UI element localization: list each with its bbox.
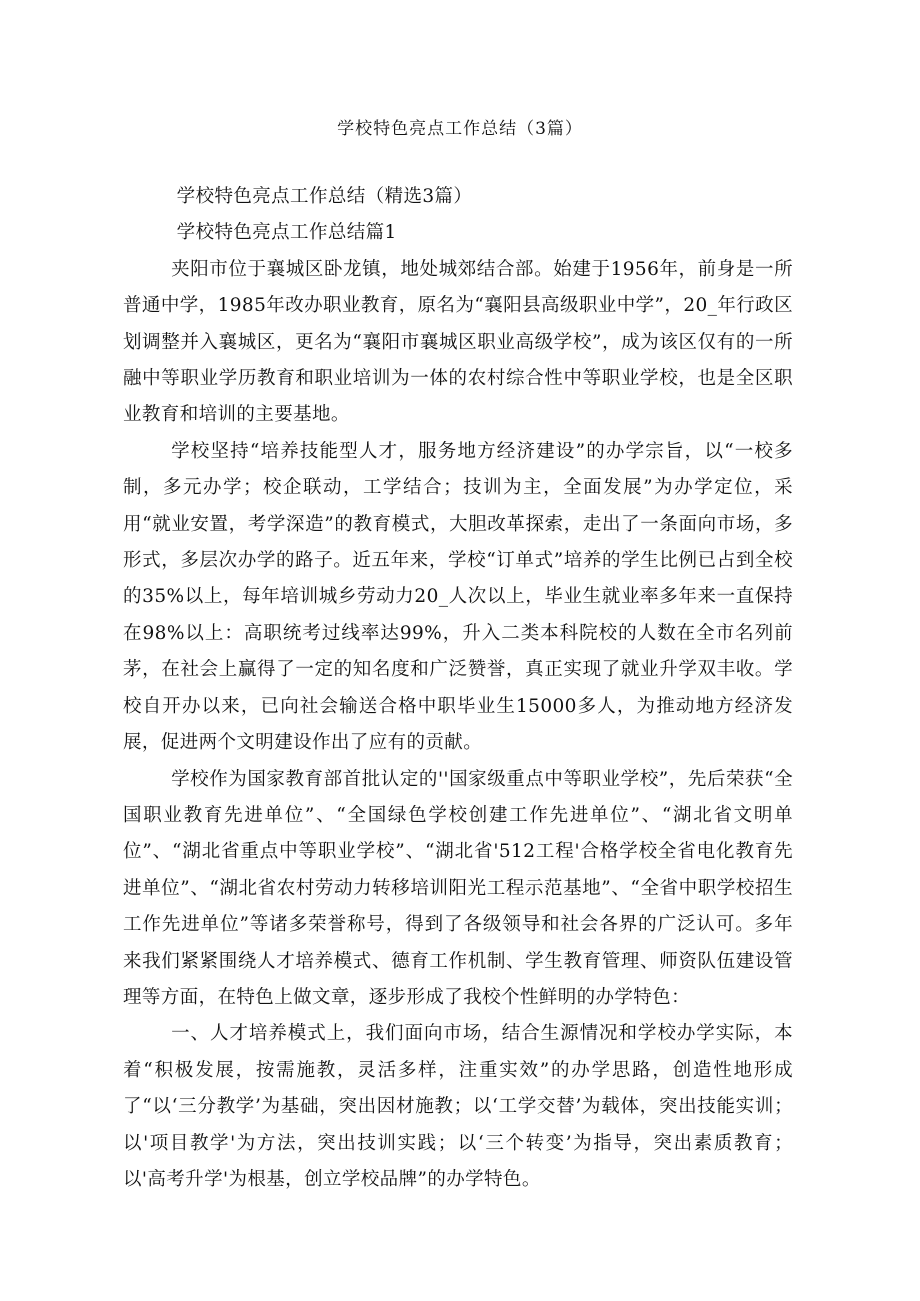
paragraph-intro: 夹阳市位于襄城区卧龙镇，地处城郊结合部。始建于1956年，前身是一所普通中学，1985年改办职业教育，原名为“襄阳县高级职业中学”，20_年行政区划调整并入襄城区，更名为“襄阳市襄城区职业高级学校”，成为该区仅有的一所融中等职业学历教育和职业培训为一体的农村综合性中等职业学校，也是全区职业教育和培训的主要基地。 — [123, 258, 793, 426]
paragraph-honors: 学校作为国家教育部首批认定的''国家级重点中等职业学校”，先后荣获“全国职业教育先进单位”、“全国绿色学校创建工作先进单位”、“湖北省文明单位”、“湖北省重点中等职业学校”、“湖北省'512工程'合格学校全省电化教育先进单位”、“湖北省农村劳动力转移培训阳光工程示范基地”、“全省中职学校招生工作先进单位”等诸多荣誉称号，得到了各级领导和社会各界的广泛认可。多年来我们紧紧围绕人才培养模式、德育工作机制、学生教育管理、师资队伍建设管理等方面，在特色上做文章，逐步形成了我校个性鲜明的办学特色： — [123, 768, 793, 1008]
paragraph-mission: 学校坚持“培养技能型人才，服务地方经济建设”的办学宗旨，以“一校多制，多元办学；校企联动，工学结合；技训为主，全面发展”为办学定位，采用“就业安置，考学深造”的教育模式，大胆改革探索，走出了一条面向市场，多形式，多层次办学的路子。近五年来，学校“订单式”培养的学生比例已占到全校的35%以上，每年培训城乡劳动力20_人次以上，毕业生就业率多年来一直保持在98%以上：高职统考过线率达99%，升入二类本科院校的人数在全市名列前茅，在社会上赢得了一定的知名度和广泛赞誉，真正实现了就业升学双丰收。学校自开办以来，已向社会输送合格中职毕业生15000多人，为推动地方经济发展，促进两个文明建设作出了应有的贡献。 — [123, 440, 793, 754]
document-subtitle: 学校特色亮点工作总结（精选3篇） — [176, 186, 473, 207]
document-title: 学校特色亮点工作总结（3篇） — [337, 119, 583, 139]
paragraph-training-model: 一、人才培养模式上，我们面向市场，结合生源情况和学校办学实际，本着“积极发展，按需施教，灵活多样，注重实效”的办学思路，创造性地形成了“以‘三分教学’为基础，突出因材施教；以‘工学交替’为载体，突出技能实训；以'项目教学'为方法，突出技训实践；以‘三个转变’为指导，突出素质教育；以'高考升学'为根基，创立学校品牌”的办学特色。 — [123, 1023, 793, 1190]
document-body — [123, 179, 793, 1198]
section-heading: 学校特色亮点工作总结篇1 — [176, 222, 397, 244]
